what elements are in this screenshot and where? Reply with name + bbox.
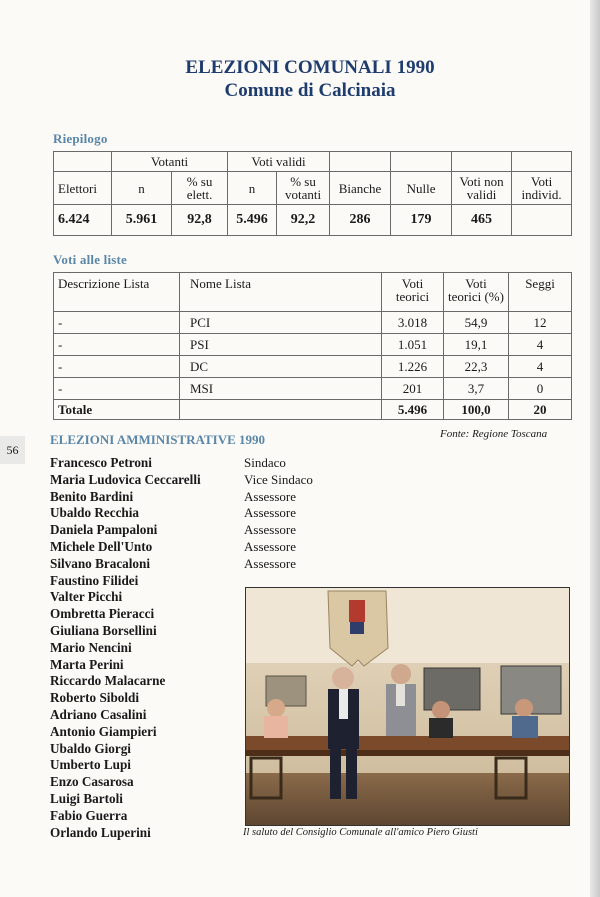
member-role: Assessore (244, 555, 296, 571)
row-descr: - (54, 312, 180, 334)
photo-illustration (246, 588, 569, 825)
member-name: Silvano Bracaloni (50, 555, 151, 571)
council-member-row (50, 522, 313, 539)
row-voti: 201 (382, 378, 444, 400)
member-name: Marta Perini (50, 656, 124, 672)
row-descr: - (54, 334, 180, 356)
header-voti-validi: Voti validi (228, 152, 330, 172)
total-row (54, 400, 572, 420)
row-seggi: 12 (509, 312, 572, 334)
col-descrizione: Descrizione Lista (54, 273, 180, 312)
member-role: Assessore (244, 505, 296, 521)
row-voti: 1.051 (382, 334, 444, 356)
row-pct: 22,3 (444, 356, 509, 378)
row-seggi: 4 (509, 356, 572, 378)
row-nome: DC (180, 356, 382, 378)
col-pct-votanti: % su votanti (277, 172, 330, 205)
col-seggi: Seggi (509, 273, 572, 312)
value-individ (512, 205, 572, 236)
table-row (54, 356, 572, 378)
row-pct: 19,1 (444, 334, 509, 356)
col-voti-pct: Voti teorici (%) (444, 273, 509, 312)
col-votanti-n: n (112, 172, 172, 205)
member-name: Maria Ludovica Ceccarelli (50, 471, 201, 487)
header-cell-empty (512, 152, 572, 172)
total-label: Totale (54, 400, 180, 420)
header-cell-empty (330, 152, 391, 172)
value-non-validi: 465 (452, 205, 512, 236)
col-bianche: Bianche (330, 172, 391, 205)
page-number: 56 (0, 436, 25, 464)
value-votanti-n: 5.961 (112, 205, 172, 236)
council-member-row (50, 472, 313, 489)
member-role: Assessore (244, 522, 296, 538)
riepilogo-table (53, 151, 572, 236)
value-bianche: 286 (330, 205, 391, 236)
col-nulle: Nulle (391, 172, 452, 205)
member-name: Ombretta Pieracci (50, 606, 155, 622)
row-nome: PCI (180, 312, 382, 334)
photo-caption: Il saluto del Consiglio Comunale all'amico Piero Giusti (243, 827, 478, 838)
row-nome: MSI (180, 378, 382, 400)
council-member-row (50, 455, 313, 472)
row-seggi: 4 (509, 334, 572, 356)
header-votanti: Votanti (112, 152, 228, 172)
member-name: Orlando Luperini (50, 824, 151, 840)
liste-table (53, 272, 572, 420)
total-pct: 100,0 (444, 400, 509, 420)
member-name: Michele Dell'Unto (50, 538, 153, 554)
col-nome-lista: Nome Lista (180, 273, 382, 312)
member-name: Ubaldo Giorgi (50, 740, 131, 756)
total-seggi: 20 (509, 400, 572, 420)
row-voti: 1.226 (382, 356, 444, 378)
member-role: Vice Sindaco (244, 471, 313, 487)
header-cell-empty (54, 152, 112, 172)
member-name: Luigi Bartoli (50, 790, 123, 806)
page-title: ELEZIONI COMUNALI 1990 (185, 57, 435, 78)
row-pct: 54,9 (444, 312, 509, 334)
total-empty (180, 400, 382, 420)
value-validi-pct: 92,2 (277, 205, 330, 236)
header-cell-empty (452, 152, 512, 172)
total-voti: 5.496 (382, 400, 444, 420)
member-role: Assessore (244, 538, 296, 554)
member-name: Adriano Casalini (50, 706, 147, 722)
source-note: Fonte: Regione Toscana (440, 428, 548, 440)
council-member-row (50, 489, 313, 506)
value-nulle: 179 (391, 205, 452, 236)
row-pct: 3,7 (444, 378, 509, 400)
row-nome: PSI (180, 334, 382, 356)
page-subtitle: Comune di Calcinaia (224, 80, 396, 101)
table-row (54, 312, 572, 334)
value-votanti-pct: 92,8 (172, 205, 228, 236)
col-pct-elett: % su elett. (172, 172, 228, 205)
council-member-row (50, 505, 313, 522)
riepilogo-label: Riepilogo (53, 131, 108, 146)
row-descr: - (54, 356, 180, 378)
table-row (54, 378, 572, 400)
member-name: Mario Nencini (50, 639, 132, 655)
value-elettori: 6.424 (54, 205, 112, 236)
member-name: Francesco Petroni (50, 455, 152, 470)
table-row (54, 334, 572, 356)
col-non-validi: Voti non validi (452, 172, 512, 205)
page-edge (590, 0, 600, 897)
value-validi-n: 5.496 (228, 205, 277, 236)
member-name: Umberto Lupi (50, 757, 131, 773)
row-seggi: 0 (509, 378, 572, 400)
member-name: Faustino Filidei (50, 572, 139, 588)
member-name: Fabio Guerra (50, 807, 128, 823)
col-voti-teorici: Voti teorici (382, 273, 444, 312)
col-validi-n: n (228, 172, 277, 205)
member-name: Enzo Casarosa (50, 774, 134, 790)
col-individ: Voti individ. (512, 172, 572, 205)
col-elettori: Elettori (54, 172, 112, 205)
admin-section-title: ELEZIONI AMMINISTRATIVE 1990 (50, 432, 266, 447)
row-voti: 3.018 (382, 312, 444, 334)
member-name: Valter Picchi (50, 589, 123, 605)
member-name: Benito Bardini (50, 488, 134, 504)
member-name: Roberto Siboldi (50, 690, 140, 706)
council-photo (245, 587, 570, 826)
council-member-row (50, 539, 313, 556)
member-name: Ubaldo Recchia (50, 505, 140, 521)
liste-label: Voti alle liste (53, 252, 128, 267)
member-role: Assessore (244, 488, 296, 504)
member-name: Riccardo Malacarne (50, 673, 166, 689)
row-descr: - (54, 378, 180, 400)
member-role: Sindaco (244, 455, 286, 470)
header-cell-empty (391, 152, 452, 172)
member-name: Daniela Pampaloni (50, 522, 158, 538)
member-name: Giuliana Borsellini (50, 622, 157, 638)
member-name: Antonio Giampieri (50, 723, 157, 739)
council-member-row (50, 556, 313, 573)
